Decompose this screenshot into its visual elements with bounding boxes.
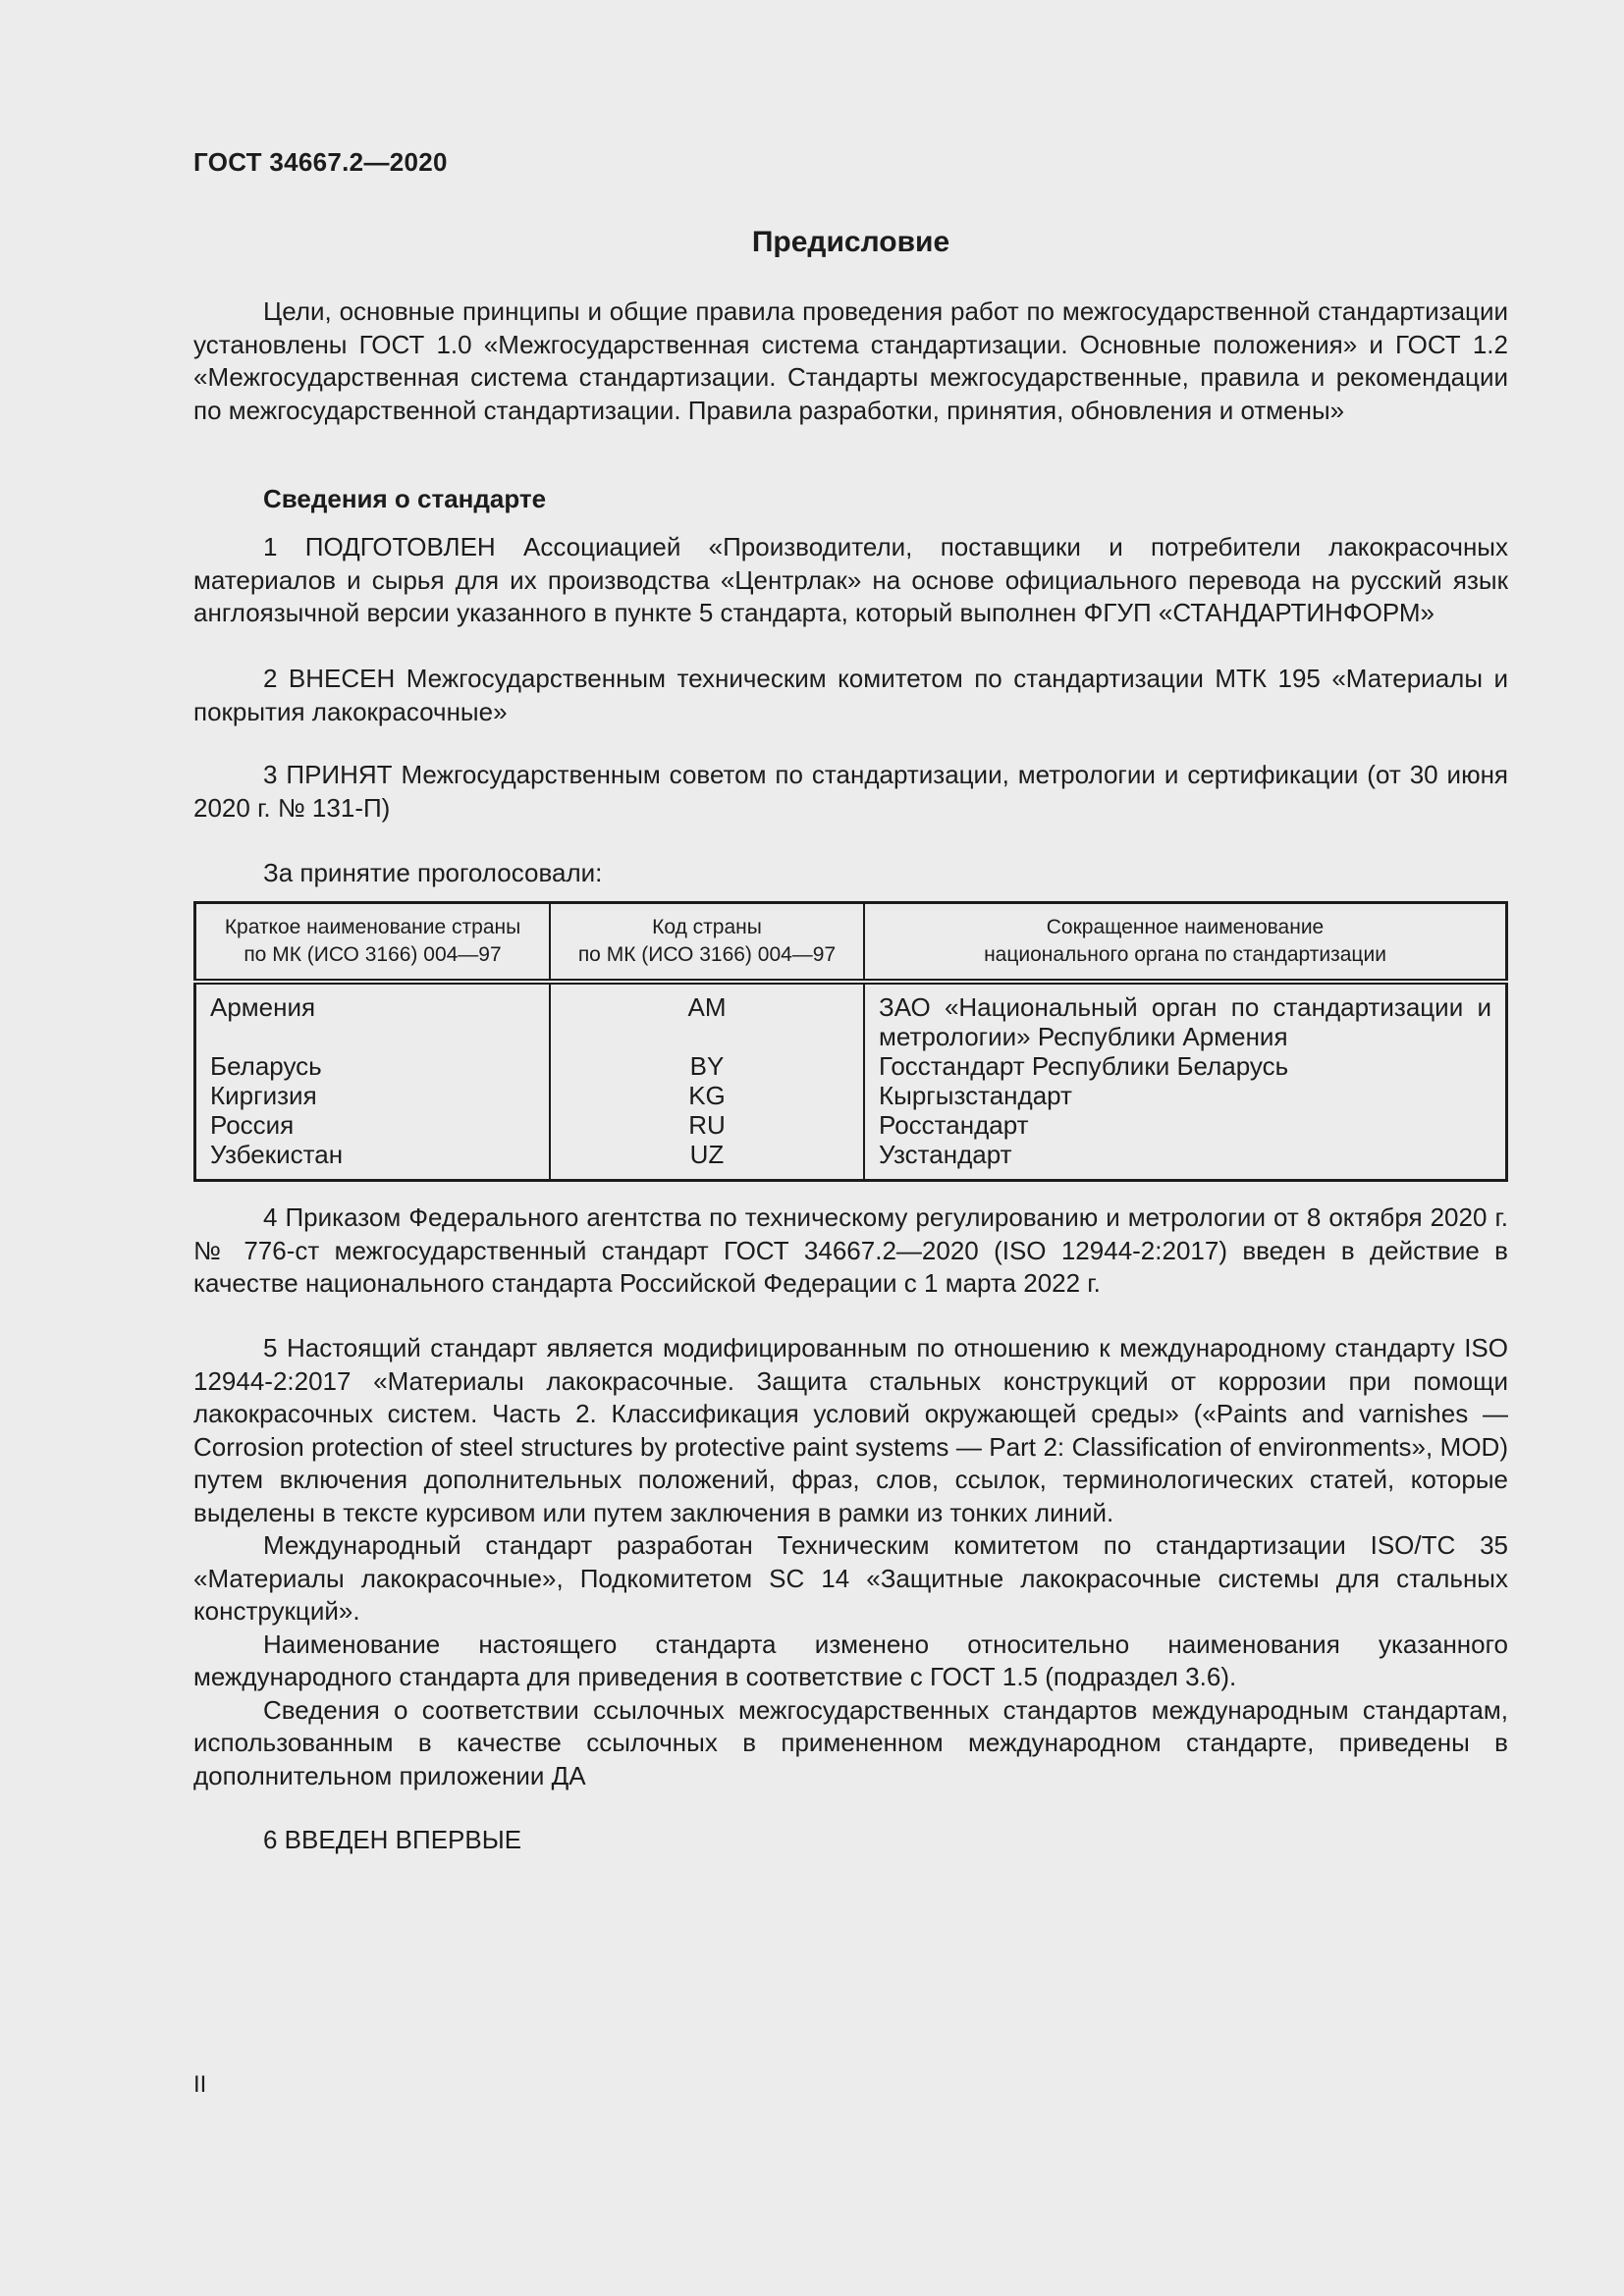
cell-body: ЗАО «Национальный орган по стандартизации и метрологии» Республики Армения	[879, 992, 1491, 1051]
item-1-prepared: 1 ПОДГОТОВЛЕН Ассоциацией «Производители, поставщики и потребители лакокрасочных материалов и сырья для их производства «Центрлак» на основе официального перевода на русский язык англоязычной версии указанного в пункте 5 стандарта, который выполнен ФГУП «СТАНДАРТИНФОРМ»	[193, 532, 1508, 627]
item-5-paragraph-3: Наименование настоящего стандарта изменено относительно наименования указанного международного стандарта для приведения в соответствие с ГОСТ 1.5 (подраздел 3.6).	[193, 1629, 1508, 1691]
section-heading: Сведения о стандарте	[263, 484, 547, 513]
table-row	[195, 982, 1507, 1051]
table-row	[195, 1110, 1507, 1140]
header-country-name	[195, 903, 551, 983]
cell-country: Россия	[195, 1110, 551, 1140]
header-national-body	[864, 903, 1507, 983]
cell-body: Кыргызстандарт	[879, 1081, 1072, 1110]
item-5-modification	[193, 1332, 1508, 1792]
vote-label: За принятие проголосовали:	[263, 858, 603, 887]
header-country-name-line2: по МК (ИСО 3166) 004—97	[244, 943, 502, 966]
document-code: ГОСТ 34667.2—2020	[193, 147, 448, 177]
header-country-code	[550, 903, 864, 983]
page-title: Предисловие	[751, 226, 950, 258]
item-3-adopted: 3 ПРИНЯТ Межгосударственным советом по стандартизации, метрологии и сертификации (от 30 июня 2020 г. № 131-П)	[193, 760, 1508, 823]
cell-code: KG	[550, 1081, 864, 1110]
cell-country: Киргизия	[195, 1081, 551, 1110]
header-national-body-line1: Сокращенное наименование	[1046, 916, 1325, 938]
item-5-paragraph-4: Сведения о соответствии ссылочных межгосударственных стандартов международным стандартам, использованным в качестве ссылочных в примененном международном стандарте, приведены в дополнительном приложении ДА	[193, 1694, 1508, 1790]
item-6-introduced: 6 ВВЕДЕН ВПЕРВЫЕ	[263, 1825, 522, 1854]
item-5-paragraph-2: Международный стандарт разработан Техническим комитетом по стандартизации ISO/TC 35 «Материалы лакокрасочные», Подкомитетом SC 14 «Защитные лакокрасочные системы для стальных конструкций».	[193, 1530, 1508, 1626]
page-number: II	[193, 2071, 207, 2098]
cell-code: AM	[550, 982, 864, 1051]
cell-code: BY	[550, 1051, 864, 1081]
cell-body: Росстандарт	[879, 1110, 1029, 1140]
item-5-paragraph-1: 5 Настоящий стандарт является модифицированным по отношению к международному стандарту ISO 12944-2:2017 «Материалы лакокрасочные. Защита стальных конструкций от коррозии при помощи лакокрасочных систем. Часть 2. Классификация условий окружающей среды» («Paints and varnishes — Corrosion protection of steel structures by protective paint systems — Part 2: Classification of environments», MOD) путем включения дополнительных положений, фраз, слов, ссылок, терминологических статей, которые выделены в тексте курсивом или путем заключения в рамки из тонких линий.	[193, 1333, 1508, 1527]
intro-paragraph: Цели, основные принципы и общие правила проведения работ по межгосударственной стандартизации установлены ГОСТ 1.0 «Межгосударственная система стандартизации. Основные положения» и ГОСТ 1.2 «Межгосударственная система стандартизации. Стандарты межгосударственные, правила и рекомендации по межгосударственной стандартизации. Правила разработки, принятия, обновления и отмены»	[193, 296, 1508, 425]
cell-country: Армения	[195, 982, 551, 1051]
header-country-name-line1: Краткое наименование страны	[224, 916, 521, 938]
header-country-code-line1: Код страны	[652, 916, 762, 938]
header-national-body-line2: национального органа по стандартизации	[984, 943, 1386, 966]
cell-body: Госстандарт Республики Беларусь	[879, 1051, 1289, 1081]
table-row	[195, 1081, 1507, 1110]
cell-country: Беларусь	[195, 1051, 551, 1081]
cell-code: RU	[550, 1110, 864, 1140]
cell-body: Узстандарт	[879, 1140, 1012, 1169]
cell-country: Узбекистан	[195, 1140, 551, 1181]
table-header-row	[195, 903, 1507, 983]
table-row	[195, 1140, 1507, 1181]
item-4-order: 4 Приказом Федерального агентства по техническому регулированию и метрологии от 8 октября 2020 г. № 776-ст межгосударственный стандарт ГОСТ 34667.2—2020 (ISO 12944-2:2017) введен в действие в качестве национального стандарта Российской Федерации с 1 марта 2022 г.	[193, 1202, 1508, 1298]
item-2-submitted: 2 ВНЕСЕН Межгосударственным техническим комитетом по стандартизации МТК 195 «Материалы и покрытия лакокрасочные»	[193, 664, 1508, 726]
cell-code: UZ	[550, 1140, 864, 1181]
table-row	[195, 1051, 1507, 1081]
header-country-code-line2: по МК (ИСО 3166) 004—97	[577, 943, 837, 966]
voting-table	[193, 901, 1508, 1182]
